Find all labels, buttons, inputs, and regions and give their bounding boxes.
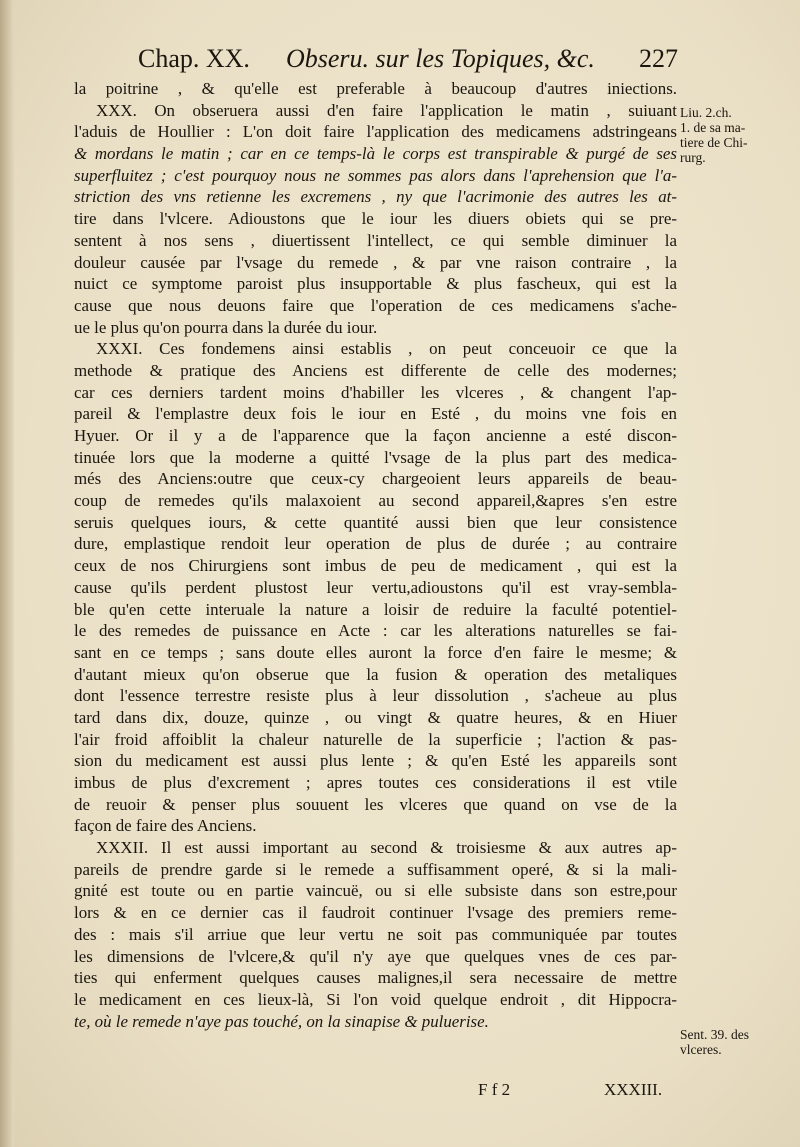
text-line: nuict ce symptome paroist plus insupportable & plus fascheux, qui est la — [74, 274, 677, 294]
running-title: Obseru. sur les Topiques, &c. — [286, 44, 595, 73]
text-line: gnité est toute ou en partie vaincuë, ou si elle subsiste dans son estre,pour — [74, 881, 677, 901]
text-line: pareil & l'emplastre deux fois le iour en Esté , du moins vne fois en — [74, 404, 677, 424]
text-line: superfluitez ; c'est pourquoy nous ne sommes pas alors dans l'aprehension que l'a- — [74, 165, 677, 185]
text-line: dure, emplastique rendoit leur operation de plus de durée ; au contraire — [74, 534, 677, 554]
text-line: le medicament en ces lieux-là, Si l'on void quelque endroit , dit Hippocra- — [74, 989, 677, 1009]
text-line: methode & pratique des Anciens est differente de celle des modernes; — [74, 360, 677, 380]
text-line: le des remedes de puissance en Acte : car les alterations naturelles se fai- — [74, 621, 677, 641]
margin-note-line: Sent. 39. des — [680, 1027, 749, 1042]
text-line: sion du medicament est aussi plus lente ; & qu'en Esté les appareils sont — [74, 751, 677, 771]
page-number: 227 — [639, 44, 678, 73]
text-line: XXXI. Ces fondemens ainsi establis , on peut conceuoir ce que la — [96, 339, 677, 359]
signature-mark: F f 2 — [478, 1080, 511, 1099]
margin-note-line: vlceres. — [680, 1042, 722, 1057]
margin-note-reference — [680, 105, 747, 165]
text-line: XXXII. Il est aussi important au second & troisiesme & aux autres ap- — [96, 838, 677, 858]
page-gutter-shadow — [0, 0, 14, 1147]
text-line: tard dans dix, douze, quinze , ou vingt & quatre heures, & en Hiuer — [74, 707, 677, 727]
text-line: XXX. On obseruera aussi d'en faire l'application le matin , suiuant — [96, 100, 677, 120]
text-line: dont l'essence terrestre resiste plus à leur dissolution , s'acheue au plus — [74, 686, 677, 706]
catchword: XXXIII. — [604, 1080, 663, 1099]
text-line: te, où le remede n'aye pas touché, on la sinapise & puluerise. — [74, 1011, 489, 1031]
margin-note-sentence — [680, 1027, 749, 1057]
text-line: pareils de prendre garde si le remede a suffisamment operé, & si la mali- — [74, 859, 677, 879]
text-line: sant en ce temps ; sans doute elles auront la force d'en faire le mesme; & — [74, 642, 677, 662]
text-line: ble qu'en cette interuale la nature a loisir de reduire la faculté potentiel- — [74, 599, 677, 619]
text-line: cause qu'ils perdent plustost leur vertu,adioustons qu'il est vray-sembla- — [74, 577, 677, 597]
main-text — [74, 78, 677, 1032]
margin-note-line: tiere de Chi- — [680, 135, 748, 150]
text-line: ties qui enferment quelques causes malignes,il sera necessaire de mettre — [74, 968, 677, 988]
text-line: d'autant mieux qu'on obserue que la fusion & operation des metaliques — [74, 664, 677, 684]
text-line: douleur causée par l'vsage du remede , & par vne raison contraire , la — [74, 252, 677, 272]
text-line: l'aduis de Houllier : L'on doit faire l'application des medicamens adstringeans — [74, 122, 677, 142]
text-line: tire dans l'vlcere. Adioustons que le iour les diuers obiets qui se pre- — [74, 209, 677, 229]
text-line: de reuoir & penser plus souuent les vlceres que quand on vse de la — [74, 794, 677, 814]
text-line: l'air froid affoiblit la chaleur naturelle de la superficie ; l'action & pas- — [74, 729, 677, 749]
margin-note-line: rurg. — [680, 150, 706, 165]
text-line: des : mais s'il arriue que leur vertu ne soit pas communiquée par toutes — [74, 924, 677, 944]
text-line: & mordans le matin ; car en ce temps-là le corps est transpirable & purgé de ses — [74, 144, 677, 164]
chapter-label: Chap. XX. — [138, 44, 250, 73]
text-line: ceux de nos Chirurgiens sont imbus de peu de medicament , qui est la — [74, 556, 677, 576]
page-footer — [74, 1080, 677, 1104]
margin-note-line: Liu. 2.ch. — [680, 105, 732, 120]
text-line: cause que nous deuons faire que l'operation de ces medicamens s'ache- — [74, 295, 677, 315]
text-line: més des Anciens:outre que ceux-cy chargeoient leurs appareils de beau- — [74, 469, 677, 489]
text-line: Hyuer. Or il y a de l'apparence que la façon ancienne a esté discon- — [74, 426, 677, 445]
text-line: car ces derniers tardent moins d'habiller les vlceres , & changent l'ap- — [74, 382, 677, 402]
text-line: seruis quelques iours, & cette quantité aussi bien que leur consistence — [74, 512, 677, 532]
text-line: ue le plus qu'on pourra dans la durée du iour. — [74, 317, 378, 337]
text-line: sentent à nos sens , diuertissent l'intellect, ce qui semble diminuer la — [74, 230, 677, 250]
text-line: striction des vns retienne les excremens , ny que l'acrimonie des autres les at- — [74, 187, 677, 207]
text-line: tinuée lors que la moderne a quitté l'vsage de la plus part des medica- — [74, 447, 677, 467]
text-line: lors & en ce dernier cas il faudroit continuer l'vsage des premiers reme- — [74, 903, 677, 923]
text-line: la poitrine , & qu'elle est preferable à beaucoup d'autres iniections. — [74, 79, 677, 98]
margin-note-line: 1. de sa ma- — [680, 120, 746, 135]
text-line: les dimensions de l'vlcere,& qu'il n'y aye que quelques vnes de ces par- — [74, 946, 677, 966]
text-line: coup de remedes qu'ils malaxoient au second appareil,&apres s'en estre — [74, 491, 677, 511]
text-line: façon de faire des Anciens. — [74, 816, 257, 836]
text-line: imbus de plus d'excrement ; apres toutes ces considerations il est vtile — [74, 773, 677, 792]
